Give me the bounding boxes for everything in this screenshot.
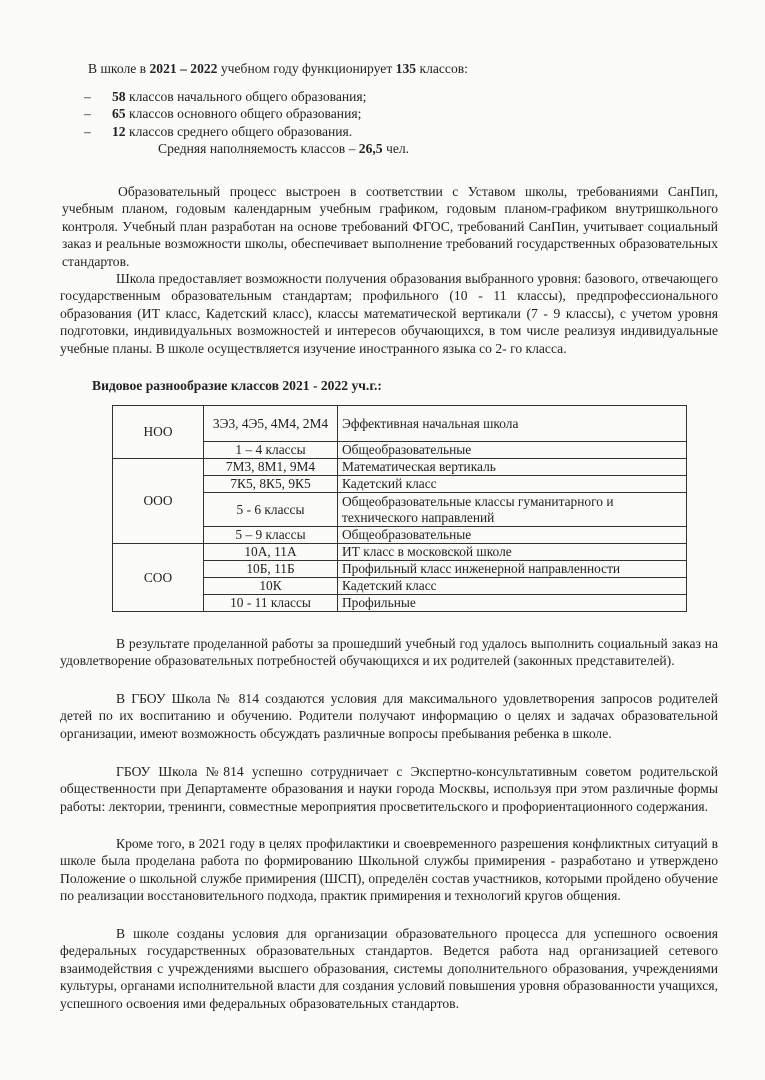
desc-cell: Общеобразовательные <box>338 527 687 544</box>
desc-cell: Профильный класс инженерной направленности <box>338 561 687 578</box>
paragraph-mediation: Кроме того, в 2021 году в целях профилактики и своевременного разрешения конфликтных ситуаций в школе была проделана работа по формированию Школьной службы примирения - разработано и утверждено Положение о школьной службе примирения (ШСП), определён состав участников, которыми пройдено обучение по реализации восстановительного подхода, практик примирения и технологий кругов общения. <box>60 836 718 904</box>
paragraph-cooperation: ГБОУ Школа №814 успешно сотрудничает с Экспертно-консультативным советом родительской общественности при Департаменте образования и науки города Москвы, используя при этом различные формы работы: лектории, тренинги, совместные мероприятия просветительского и профориентационного содержания. <box>60 764 718 814</box>
intro-suffix: классов: <box>416 61 468 76</box>
table-row <box>113 544 687 561</box>
list-item: – 12 классов среднего общего образования. <box>84 123 353 139</box>
class-count-list <box>84 88 584 140</box>
group-cell: 7М3, 8М1, 9М4 <box>204 459 338 476</box>
group-cell: 1 – 4 классы <box>204 442 338 459</box>
desc-cell: Кадетский класс <box>338 476 687 493</box>
table-title: Видовое разнообразие классов 2021 - 2022 уч.г.: <box>92 378 382 393</box>
intro-line <box>88 60 468 77</box>
list-item: – 58 классов начального общего образования; <box>84 89 367 104</box>
group-cell: 7К5, 8К5, 9К5 <box>204 476 338 493</box>
list-dash: – <box>84 123 91 139</box>
intro-prefix: В школе в <box>88 61 150 76</box>
desc-cell: Кадетский класс <box>338 578 687 595</box>
list-dash: – <box>84 106 91 122</box>
desc-cell: ИТ класс в московской школе <box>338 544 687 561</box>
table-row <box>113 459 687 476</box>
list-dash: – <box>84 89 91 104</box>
list-item: – 65 классов основного общего образования; <box>84 106 362 122</box>
desc-cell: Общеобразовательные <box>338 442 687 459</box>
level-cell: ООО <box>113 459 204 544</box>
classes-table <box>112 405 687 612</box>
desc-cell: Математическая вертикаль <box>338 459 687 476</box>
group-cell: 10А, 11А <box>204 544 338 561</box>
desc-cell: Эффективная начальная школа <box>338 406 687 442</box>
intro-count: 135 <box>395 61 417 76</box>
group-cell: 5 - 6 классы <box>204 493 338 527</box>
paragraph-parents: В ГБОУ Школа № 814 создаются условия для максимального удовлетворения запросов родителей детей по их воспитанию и обучению. Родители получают информацию о целях и задачах образовательной организации, имеют возможность обсуждать различные вопросы пребывания ребенка в школе. <box>60 691 718 741</box>
level-cell: НОО <box>113 406 204 459</box>
intro-middle: учебном году функционирует <box>217 61 396 76</box>
group-cell: 3Э3, 4Э5, 4М4, 2М4 <box>204 406 338 442</box>
group-cell: 5 – 9 классы <box>204 527 338 544</box>
paragraph-process: Образовательный процесс выстроен в соответствии с Уставом школы, требованиями СанПип, учебным планом, годовым календарным учебным графиком, годовым планом-графиком внутришкольного контроля. Учебный план разработан на основе требований ФГОС, требований СанПин, учитывает социальный заказ и реальные возможности школы, обеспечивает выполнение требований государственных образовательных стандартов. <box>62 184 718 269</box>
group-cell: 10Б, 11Б <box>204 561 338 578</box>
level-cell: СОО <box>113 544 204 612</box>
desc-cell: Общеобразовательные классы гуманитарного и технического направлений <box>338 493 687 527</box>
paragraph-results: В результате проделанной работы за прошедший учебный год удалось выполнить социальный заказ на удовлетворение образовательных потребностей обучающихся и их родителей (законных представителей). <box>60 636 718 669</box>
paragraph-opportunities: Школа предоставляет возможности получения образования выбранного уровня: базового, отвечающего государственным образовательным стандартам; профильного (10 - 11 классы), предпрофессионального образования (ИТ класс, Кадетский класс), классы математической вертикали (7 - 9 классы), с учетом уровня подготовки, индивидуальных возможностей и интересов обучающихся, в том числе реализуя индивидуальные учебные планы. В школе осуществляется изучение иностранного языка со 2- го класса. <box>60 271 718 356</box>
table-row <box>113 406 687 442</box>
group-cell: 10К <box>204 578 338 595</box>
average-size: Средняя наполняемость классов – 26,5 чел. <box>158 141 410 156</box>
desc-cell: Профильные <box>338 595 687 612</box>
paragraph-conditions: В школе созданы условия для организации образовательного процесса для успешного освоения федеральных государственных образовательных стандартов. Ведется работа над организацией сетевого взаимодействия с учреждениями высшего образования, системы дополнительного образования, учреждениями культуры, органами исполнительной власти для создания условий повышения уровня образованности учащихся, успешного освоения ими федеральных образовательных стандартов. <box>60 926 718 1011</box>
group-cell: 10 - 11 классы <box>204 595 338 612</box>
intro-year: 2021 – 2022 <box>149 61 218 76</box>
